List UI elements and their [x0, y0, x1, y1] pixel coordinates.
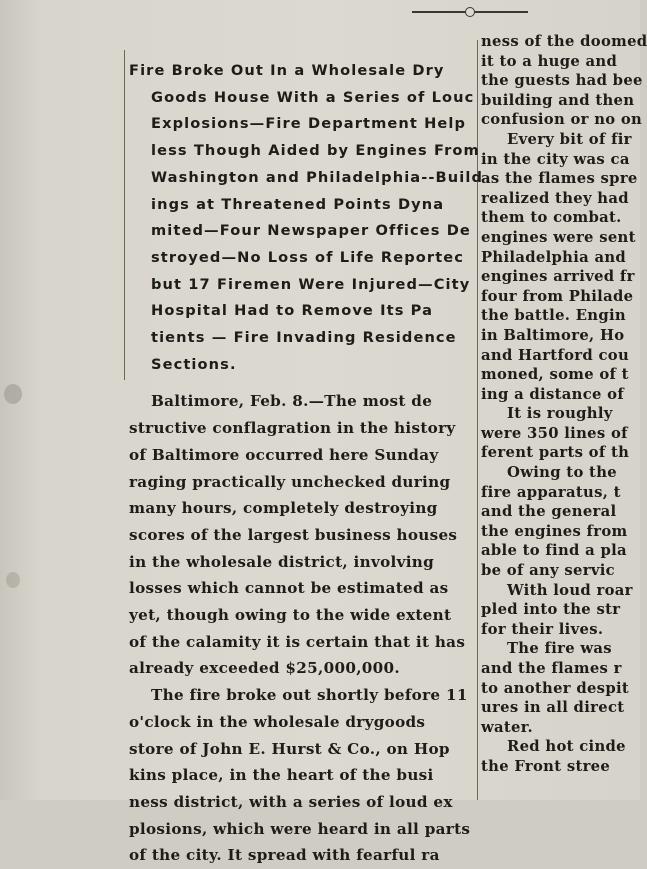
body-line: raging practically unchecked during — [129, 472, 451, 491]
body-line: of Baltimore occurred here Sunday — [129, 445, 439, 464]
masthead-ornament — [412, 11, 528, 17]
headline-line: but 17 Firemen Were Injured—City — [151, 275, 471, 293]
headline-line: ings at Threatened Points Dyna — [151, 195, 445, 213]
body-line: and the general — [481, 503, 617, 521]
headline-line: mited—Four Newspaper Offices De — [151, 222, 471, 240]
article-column-right — [481, 32, 647, 800]
body-line: The fire broke out shortly before 11 — [151, 686, 468, 705]
body-line: Owing to the — [507, 464, 617, 482]
body-line: it to a huge and — [481, 52, 618, 70]
body-line: many hours, completely destroying — [129, 499, 438, 518]
headline-line: Goods House With a Series of Louc — [151, 88, 475, 106]
headline-line: stroyed—No Loss of Life Reportec — [151, 248, 465, 266]
ornament-dot — [465, 7, 475, 17]
body-line: scores of the largest business houses — [129, 525, 458, 544]
article-column-left — [129, 58, 484, 865]
body-line: Every bit of fir — [507, 130, 632, 148]
body-line: losses which cannot be estimated as — [129, 579, 449, 598]
article-body — [129, 388, 473, 869]
article-headline — [129, 58, 484, 378]
body-line: water. — [481, 718, 533, 736]
body-line: in Baltimore, Ho — [481, 326, 625, 344]
body-line: moned, some of t — [481, 366, 629, 384]
body-line: store of John E. Hurst & Co., on Hop — [129, 739, 450, 758]
body-line: ness district, with a series of loud ex — [129, 792, 453, 811]
body-line: pled into the str — [481, 601, 621, 619]
body-line: Red hot cinde — [507, 738, 626, 756]
headline-line: less Though Aided by Engines From — [151, 142, 480, 160]
headline-line: Fire Broke Out In a Wholesale Dry — [129, 62, 445, 79]
body-line: With loud roar — [507, 581, 633, 599]
paper-stain — [4, 384, 22, 404]
body-line: Baltimore, Feb. 8.—The most de — [151, 392, 433, 411]
body-line: engines arrived fr — [481, 268, 635, 286]
body-line: in the city was ca — [481, 150, 630, 168]
body-line: to another despit — [481, 679, 630, 697]
body-line: the Front stree — [481, 757, 611, 775]
body-line: fire apparatus, t — [481, 483, 621, 501]
body-line: of the calamity it is certain that it has — [129, 632, 466, 651]
body-line: Philadelphia and — [481, 248, 627, 266]
body-line: realized they had — [481, 189, 629, 207]
body-line: the engines from — [481, 522, 628, 540]
body-line: ures in all direct — [481, 699, 625, 717]
body-line: o'clock in the wholesale drygoods — [129, 712, 426, 731]
body-line: them to combat. — [481, 209, 622, 227]
paper-stain — [6, 572, 20, 588]
body-line: ness of the doomed — [481, 33, 647, 50]
body-line: for their lives. — [481, 620, 604, 638]
body-line: kins place, in the heart of the busi — [129, 766, 434, 785]
column-rule-left — [124, 50, 125, 380]
body-line: in the wholesale district, involving — [129, 552, 435, 571]
body-line: engines were sent — [481, 228, 636, 246]
body-line: able to find a pla — [481, 542, 627, 560]
body-line: and the flames r — [481, 660, 622, 677]
body-line: of the city. It spread with fearful ra — [129, 846, 440, 865]
body-line: four from Philade — [481, 287, 634, 305]
body-line: ing a distance of — [481, 385, 625, 403]
body-line: the battle. Engin — [481, 307, 626, 325]
headline-line: Washington and Philadelphia--Build — [151, 168, 484, 186]
body-line: building and then — [481, 91, 635, 109]
body-line: and Hartford cou — [481, 346, 630, 364]
body-line: were 350 lines of — [481, 424, 628, 442]
body-line: The fire was — [507, 640, 612, 658]
body-line: the guests had bee — [481, 72, 643, 90]
body-line: structive conflagration in the history — [129, 419, 456, 438]
body-line: It is roughly — [507, 405, 613, 423]
body-line: as the flames spre — [481, 170, 638, 188]
headline-line: tients — Fire Invading Residence — [151, 329, 457, 347]
body-line: already exceeded $25,000,000. — [129, 659, 400, 678]
body-line: yet, though owing to the wide extent — [129, 606, 452, 625]
headline-line: Hospital Had to Remove Its Pa — [151, 302, 434, 320]
headline-line: Sections. — [151, 355, 237, 373]
body-line: be of any servic — [481, 562, 615, 580]
headline-line: Explosions—Fire Department Help — [151, 115, 467, 133]
body-line: confusion or no on — [481, 111, 643, 129]
body-line: ferent parts of th — [481, 444, 630, 462]
body-line: plosions, which were heard in all parts — [129, 819, 471, 838]
